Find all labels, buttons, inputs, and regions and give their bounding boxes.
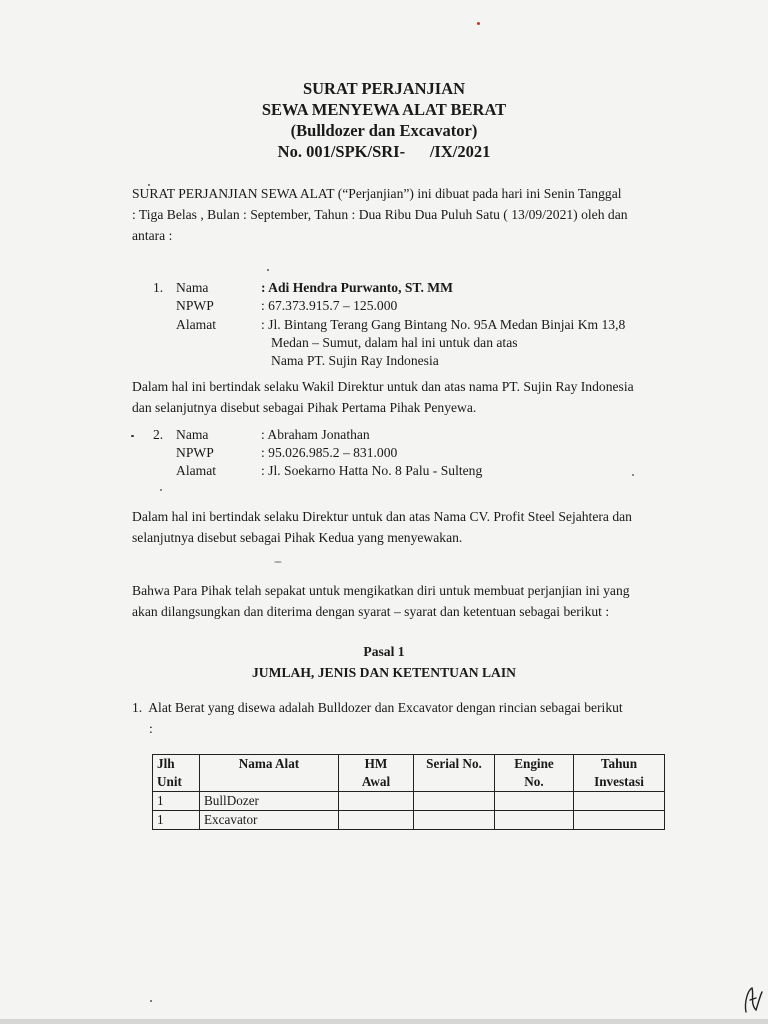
party2-nama-value: : Abraham Jonathan xyxy=(261,427,370,442)
cell-jlh: 1 xyxy=(153,811,200,830)
party2-nama-label: Nama xyxy=(176,427,209,442)
party1-alamat-line-2: Medan – Sumut, dalam hal ini untuk dan atas xyxy=(271,335,518,350)
cell-engine xyxy=(495,811,574,830)
party1-npwp-value: : 67.373.915.7 – 125.000 xyxy=(261,298,398,313)
party1-nama-value: : Adi Hendra Purwanto, ST. MM xyxy=(261,280,453,295)
header-jlh-line: Jlh xyxy=(157,756,175,771)
table-row xyxy=(153,792,665,811)
party1-alamat-label: Alamat xyxy=(176,317,217,332)
cell-serial xyxy=(414,792,495,811)
cell-tahun xyxy=(574,811,665,830)
header-awal-line: Awal xyxy=(361,774,391,789)
cell-engine xyxy=(495,792,574,811)
intro-paragraph xyxy=(132,183,672,246)
party1-desc-line-1: Dalam hal ini bertindak selaku Wakil Direktur untuk dan atas nama PT. Sujin Ray Indonesia xyxy=(132,379,634,394)
speck xyxy=(150,1000,152,1002)
header-no-line: No. xyxy=(524,774,544,789)
cell-hm xyxy=(339,792,414,811)
header-nama-alat xyxy=(200,755,339,792)
clause-1-line-2: : xyxy=(149,721,153,736)
cell-serial xyxy=(414,811,495,830)
cell-hm xyxy=(339,811,414,830)
party1-description xyxy=(132,376,672,418)
intro-line-2: : Tiga Belas , Bulan : September, Tahun : Dua Ribu Dua Puluh Satu ( 13/09/2021) oleh dan xyxy=(132,207,628,222)
pasal-number: Pasal 1 xyxy=(363,644,405,659)
header-engine-line: Engine xyxy=(514,756,554,771)
header-tahun-line: Tahun xyxy=(600,756,638,771)
title-line-1: SURAT PERJANJIAN xyxy=(302,79,466,98)
header-investasi-line: Investasi xyxy=(594,774,644,789)
party2-desc-line-1: Dalam hal ini bertindak selaku Direktur untuk dan atas Nama CV. Profit Steel Sejahtera dan xyxy=(132,509,632,524)
party1-alamat-line-3: Nama PT. Sujin Ray Indonesia xyxy=(271,353,439,368)
speck xyxy=(131,435,134,437)
header-hm-awal xyxy=(339,755,414,792)
party2-number: 2. xyxy=(153,427,164,442)
header-tahun-investasi xyxy=(574,755,665,792)
agreement-line-2: akan dilangsungkan dan diterima dengan syarat – syarat dan ketentuan sebagai berikut : xyxy=(132,604,610,619)
party2-desc-line-2: selanjutnya disebut sebagai Pihak Kedua yang menyewakan. xyxy=(132,530,463,545)
agreement-paragraph xyxy=(132,580,672,622)
header-nama-text: Nama Alat xyxy=(238,756,300,771)
header-hm-line: HM xyxy=(364,756,388,771)
cell-jlh: 1 xyxy=(153,792,200,811)
table-header-row xyxy=(153,755,665,792)
table-row xyxy=(153,811,665,830)
cell-nama: BullDozer xyxy=(200,792,339,811)
equipment-table xyxy=(152,754,665,830)
party1-npwp-label: NPWP xyxy=(176,298,214,313)
clause-1-line-1: 1. Alat Berat yang disewa adalah Bulldozer dan Excavator dengan rincian sebagai berikut xyxy=(132,700,623,715)
party1-alamat-line-1: : Jl. Bintang Terang Gang Bintang No. 95A Medan Binjai Km 13,8 xyxy=(261,317,626,332)
cell-tahun xyxy=(574,792,665,811)
pasal-heading: JUMLAH, JENIS DAN KETENTUAN LAIN xyxy=(252,665,516,680)
party2-npwp-value: : 95.026.985.2 – 831.000 xyxy=(261,445,398,460)
title-line-3: (Bulldozer dan Excavator) xyxy=(290,121,478,140)
speck xyxy=(160,489,162,491)
party1-number: 1. xyxy=(153,280,164,295)
header-jlh-unit xyxy=(153,755,200,792)
header-serial-no xyxy=(414,755,495,792)
initial-signature-mark xyxy=(740,982,764,1018)
red-speck xyxy=(477,22,480,25)
party2-alamat-value: : Jl. Soekarno Hatta No. 8 Palu - Sulteng xyxy=(261,463,483,478)
speck xyxy=(267,269,269,271)
cell-nama: Excavator xyxy=(200,811,339,830)
header-engine-no xyxy=(495,755,574,792)
party2-description xyxy=(132,506,672,548)
title-line-2: SEWA MENYEWA ALAT BERAT xyxy=(261,100,507,119)
intro-line-3: antara : xyxy=(132,228,173,243)
title-line-4: No. 001/SPK/SRI- /IX/2021 xyxy=(277,142,491,161)
intro-line-1: SURAT PERJANJIAN SEWA ALAT (“Perjanjian”) ini dibuat pada hari ini Senin Tanggal xyxy=(132,186,622,201)
party1-desc-line-2: dan selanjutnya disebut sebagai Pihak Pertama Pihak Penyewa. xyxy=(132,400,477,415)
header-serial-text: Serial No. xyxy=(426,756,482,771)
party2-alamat-label: Alamat xyxy=(176,463,217,478)
document-title xyxy=(0,78,768,162)
speck xyxy=(632,474,634,476)
scan-bottom-edge xyxy=(0,1019,768,1024)
agreement-line-1: Bahwa Para Pihak telah sepakat untuk mengikatkan diri untuk membuat perjanjian ini yang xyxy=(132,583,630,598)
clause-1 xyxy=(132,697,692,739)
party1-nama-label: Nama xyxy=(176,280,209,295)
party2-npwp-label: NPWP xyxy=(176,445,214,460)
header-unit-line: Unit xyxy=(157,774,182,789)
speck xyxy=(274,561,282,563)
